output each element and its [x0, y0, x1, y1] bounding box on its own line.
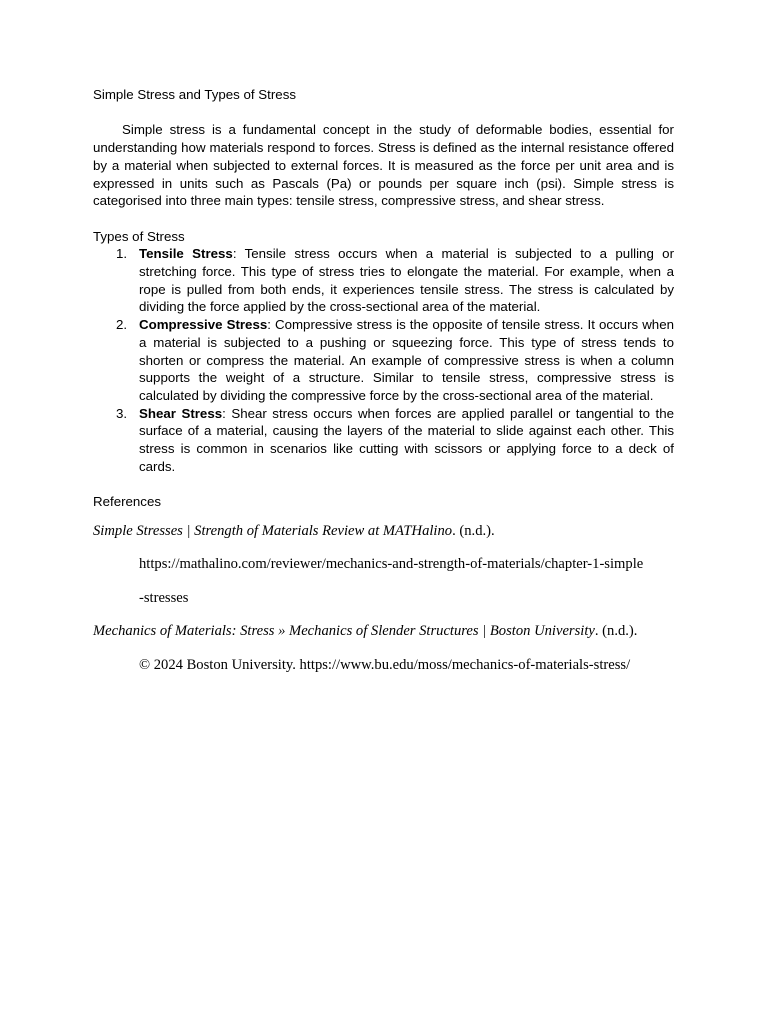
reference-url-cont[interactable]: -stresses [139, 589, 189, 606]
term-compressive-stress: Compressive Stress [139, 317, 268, 333]
types-heading: Types of Stress [93, 228, 185, 244]
intro-paragraph: Simple stress is a fundamental concept in the study of deformable bodies, essential for understanding how materials respond to forces. Stress is defined as the internal resistance offered by a material when subjected to external forces. It is measured as the force per unit area and is expressed in units such as Pascals (Pa) or pounds per square inch (psi). Simple stress is categorised into three main types: tensile stress, compressive stress, and shear stress. [93, 122, 674, 209]
list-number: 3. [116, 405, 128, 421]
reference-entry [93, 515, 674, 549]
definition-compressive-stress: : Compressive stress is the opposite of tensile stress. It occurs when a material is subjected to a pushing or squeezing force. This type of stress tends to shorten or compress the material. An example of compressive stress is when a column supports the weight of a structure. Similar to tensile stress, compressive stress is calculated by dividing the compressive force by the cross-sectional area of the material. [139, 317, 674, 403]
reference-url-line [93, 548, 674, 582]
document-page [93, 86, 674, 682]
list-number: 2. [116, 317, 128, 333]
list-number: 1. [116, 246, 128, 262]
document-title: Simple Stress and Types of Stress [93, 87, 296, 102]
reference-url-continuation [93, 582, 674, 616]
list-item-shear [93, 405, 674, 476]
list-item-compressive [93, 316, 674, 405]
references-heading: References [93, 494, 161, 510]
reference-title: Simple Stresses | Strength of Materials Review at MATHalino [93, 522, 453, 539]
reference-url[interactable]: © 2024 Boston University. https://www.bu.edu/moss/mechanics-of-materials-stress/ [139, 656, 631, 673]
reference-date: . (n.d.). [594, 623, 638, 640]
term-shear-stress: Shear Stress [139, 405, 223, 421]
term-tensile-stress: Tensile Stress [139, 246, 233, 262]
definition-shear-stress: : Shear stress occurs when forces are applied parallel or tangential to the surface of a material, causing the layers of the material to slide against each other. This stress is common in scenarios like cutting with scissors or applying force to a deck of cards. [139, 405, 675, 474]
reference-url-line [93, 649, 674, 683]
reference-date: . (n.d.). [452, 522, 495, 539]
definition-tensile-stress: : Tensile stress occurs when a material is subjected to a pulling or stretching force. This type of stress tries to elongate the material. For example, when a rope is pulled from both ends, it experiences tensile stress. The stress is calculated by dividing the force applied by the cross-sectional area of the material. [139, 246, 674, 315]
reference-url[interactable]: https://mathalino.com/reviewer/mechanics-and-strength-of-materials/chapter-1-simple [139, 556, 644, 573]
stress-types-list [93, 245, 674, 475]
list-item-tensile [93, 245, 674, 316]
reference-entry [93, 615, 674, 649]
reference-title: Mechanics of Materials: Stress » Mechanics of Slender Structures | Boston University [93, 623, 595, 640]
